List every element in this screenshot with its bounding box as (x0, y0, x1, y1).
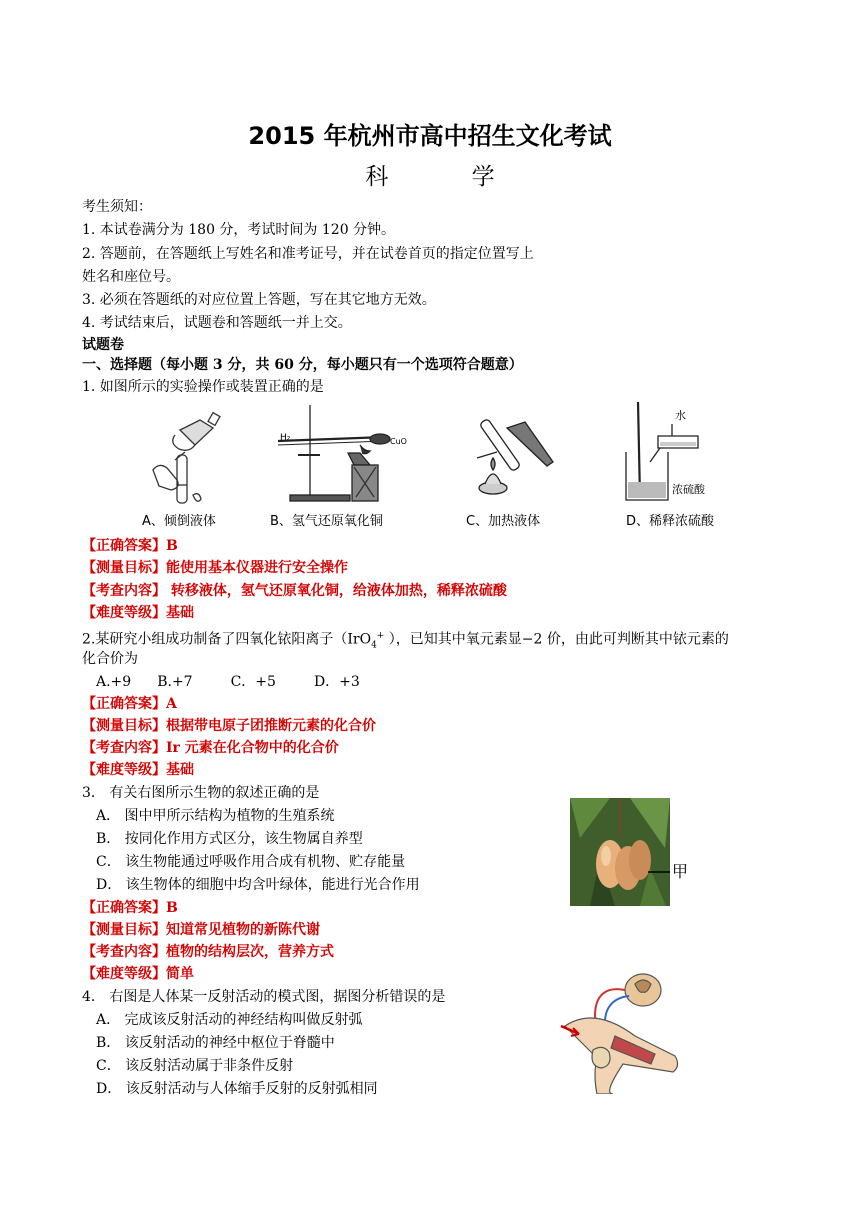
q3-option-b: B． 按同化作用方式区分，该生物属自养型 (96, 831, 363, 847)
q3-option-a: A． 图中甲所示结构为植物的生殖系统 (96, 808, 335, 824)
q3-content: 【考查内容】植物的结构层次，营养方式 (82, 944, 334, 960)
pouring-liquid-figure (135, 400, 230, 510)
q1-answer: 【正确答案】B (82, 538, 178, 554)
q1-stem: 1. 如图所示的实验操作或装置正确的是 (82, 379, 324, 395)
heating-liquid-figure (465, 410, 560, 500)
q2-stem-sup: + (376, 631, 385, 641)
section-paper: 试题卷 (82, 337, 124, 353)
q3-fig-label: 甲 (672, 862, 689, 881)
notice-item-4: 4. 考试结束后，试题卷和答题纸一并上交。 (82, 315, 352, 331)
q2-stem-b: ），已知其中氧元素显−2 价，由此可判断其中铱元素的 (384, 631, 729, 648)
q3-option-c: C． 该生物能通过呼吸作用合成有机物、贮存能量 (96, 854, 406, 870)
exam-title: 2015 年杭州市高中招生文化考试 (248, 122, 612, 150)
q2-stem-a: 2.某研究小组成功制备了四氧化铱阳离子（IrO (82, 631, 372, 648)
q2-level: 【难度等级】基础 (82, 762, 194, 778)
q1-caption-d: D、稀释浓硫酸 (626, 514, 715, 529)
mango-photo (570, 798, 692, 906)
reflex-arc-diagram (555, 966, 685, 1094)
q4-stem: 4． 右图是人体某一反射活动的模式图，据图分析错误的是 (82, 989, 446, 1005)
fig-b-h2-label: H₂ (280, 433, 291, 443)
q2-content: 【考查内容】Ir 元素在化合物中的化合价 (82, 740, 339, 756)
notice-item-3: 3. 必须在答题纸的对应位置上答题，写在其它地方无效。 (82, 292, 436, 308)
q4-option-a: A． 完成该反射活动的神经结构叫做反射弧 (96, 1012, 363, 1028)
q1-content: 【考查内容】 转移液体，氢气还原氧化铜，给液体加热，稀释浓硫酸 (82, 583, 507, 599)
q3-stem: 3． 有关右图所示生物的叙述正确的是 (82, 785, 320, 801)
notice-item-1: 1. 本试卷满分为 180 分，考试时间为 120 分钟。 (82, 222, 396, 238)
q2-option-b: B.+7 (157, 674, 193, 690)
notice-item-2-cont: 姓名和座位号。 (82, 269, 180, 285)
q3-level: 【难度等级】简单 (82, 966, 194, 982)
fig-d-water-label: 水 (675, 409, 686, 422)
q3-option-d: D． 该生物体的细胞中均含叶绿体，能进行光合作用 (96, 877, 420, 893)
q4-option-c: C． 该反射活动属于非条件反射 (96, 1058, 294, 1074)
notice-heading: 考生须知： (82, 199, 152, 215)
subject-title: 科 学 (365, 164, 533, 190)
q2-stem-c: 化合价为 (82, 651, 138, 667)
q2-stem (82, 626, 729, 655)
q1-caption-c: C、加热液体 (466, 514, 541, 529)
q2-option-a: A.+9 (96, 674, 132, 690)
q2-goal: 【测量目标】根据带电原子团推断元素的化合价 (82, 718, 376, 734)
q2-option-d: D．+3 (313, 674, 360, 690)
q3-answer: 【正确答案】B (82, 900, 178, 916)
q2-options (96, 672, 386, 692)
notice-item-2: 2. 答题前，在答题纸上写姓名和准考证号，并在试卷首页的指定位置写上 (82, 246, 534, 262)
q4-option-b: B． 该反射活动的神经中枢位于脊髓中 (96, 1035, 335, 1051)
q1-goal: 【测量目标】能使用基本仪器进行安全操作 (82, 560, 348, 576)
section-one-heading: 一、选择题（每小题 3 分，共 60 分，每小题只有一个选项符合题意） (82, 357, 523, 373)
q1-level: 【难度等级】基础 (82, 605, 194, 621)
q2-option-c: C．+5 (230, 674, 276, 690)
hydrogen-reduction-figure (268, 405, 418, 505)
q1-caption-a: A、倾倒液体 (142, 514, 216, 529)
fig-d-acid-label: 浓硫酸 (672, 483, 705, 496)
q1-caption-b: B、氢气还原氧化铜 (270, 514, 383, 529)
q2-stem-sub: 4 (371, 640, 377, 651)
fig-b-cuo-label: CuO (390, 437, 407, 446)
q4-option-d: D． 该反射活动与人体缩手反射的反射弧相同 (96, 1081, 378, 1097)
q3-goal: 【测量目标】知道常见植物的新陈代谢 (82, 922, 320, 938)
q2-answer: 【正确答案】A (82, 696, 177, 712)
